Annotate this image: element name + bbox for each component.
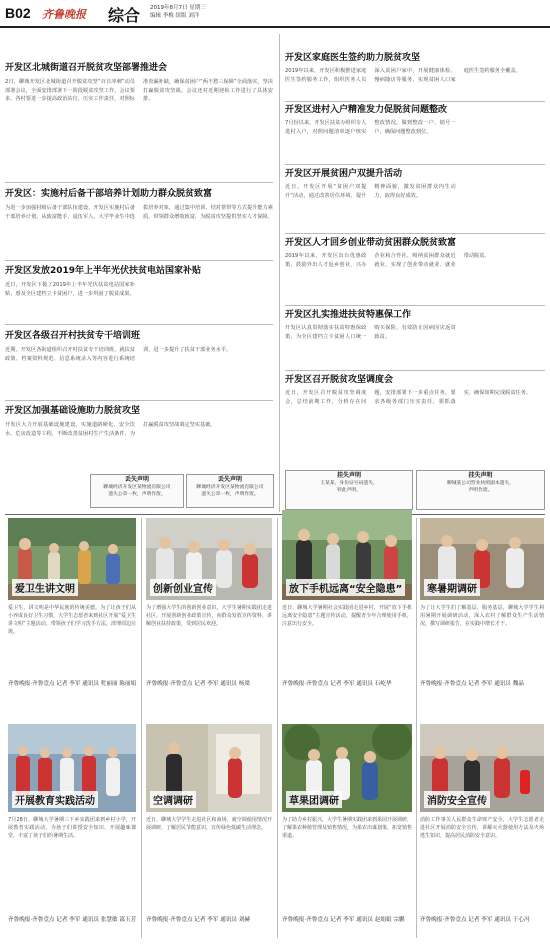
- story-byline: 齐鲁晚报·齐鲁壹点 记者 李军 通讯员 杨梁: [146, 681, 250, 687]
- newspaper-logo: 齐鲁晚报: [42, 8, 86, 21]
- notice-title: 丢失声明: [124, 476, 149, 483]
- photo-story: [420, 816, 544, 925]
- photo-caption: 爱卫生讲文明: [12, 579, 78, 596]
- photo-story: [146, 604, 272, 689]
- story-byline: 齐鲁晚报·齐鲁壹点 记者 李军 通讯员 牝丽丽 陈丽娟: [8, 681, 136, 687]
- section-title: 综合: [108, 6, 141, 25]
- headline: 开发区人才回乡创业带动贫困群众脱贫致富: [285, 238, 457, 248]
- column-divider: [416, 518, 417, 938]
- headline: 开发区家庭医生签约助力脱贫攻坚: [285, 53, 421, 63]
- column-divider: [141, 518, 142, 938]
- article-body: 为进一步加强村级后备干部队伍建设，开发区实施村后备干部培养计划，从致富能手、退伍军人、大学毕业生中选拔培养对象，通过集中培训、结对帮带等方式提升能力素质，带领群众增收致富，为脱贫攻坚提供坚实人才保障。: [5, 205, 273, 220]
- story-byline: 齐鲁晚报·齐鲁壹点 记者 李军 通讯员 张慧敏 邵玉芳: [8, 917, 136, 923]
- story-byline: 齐鲁晚报·齐鲁壹点 记者 李军 通讯员 赵娟娟 宗鹏: [282, 917, 405, 923]
- notice-line: 声明作废。: [468, 488, 493, 493]
- photo-fire-safety: [420, 724, 544, 812]
- story-byline: 齐鲁晚报·齐鲁壹点 记者 李军 通讯员 魏晶: [420, 681, 524, 687]
- divider: [285, 233, 545, 234]
- headline: 开发区：实施村后备干部培养计划助力群众脱贫致富: [5, 189, 213, 199]
- photo-story: [282, 816, 412, 925]
- photo-caption: 放下手机远离“安全隐患”: [286, 579, 405, 596]
- headline: 开发区召开脱贫攻坚调度会: [285, 375, 394, 385]
- article-body: 7月份以来，开发区扶贫办组织专人进村入户，对照问题清单逐户核实整改情况，做到整改一户、销号一户，确保问题整改到位。: [285, 120, 456, 135]
- story-byline: 齐鲁晚报·齐鲁壹点 记者 李军 通讯员 刘赫: [146, 917, 250, 923]
- notice-title: 挂失声明: [468, 472, 493, 479]
- divider: [285, 101, 545, 102]
- photo-story: [420, 604, 544, 689]
- photo-story: [8, 816, 136, 925]
- photo-summer-survey: [420, 518, 544, 600]
- article-right-5: [285, 309, 545, 364]
- notice-line: 遗失公章一枚，声明作废。: [201, 492, 259, 497]
- divider: [5, 324, 273, 325]
- classified-notice: [285, 470, 413, 510]
- divider: [285, 305, 545, 306]
- divider: [285, 164, 545, 165]
- headline: 开发区北城街道召开脱贫攻坚部署推进会: [5, 63, 168, 73]
- masthead: [0, 0, 550, 28]
- article-body: 近日，开发区召开脱贫攻坚调度会，总结前期工作，分析存在问题，安排部署下一步重点任务，要求各级各部门压实责任，狠抓落实，确保如期完成脱贫任务。: [285, 390, 532, 405]
- notice-line: 遗失公章一枚，声明作废。: [108, 492, 166, 497]
- publication-meta: [150, 4, 206, 20]
- article-right-6: [285, 374, 545, 439]
- notice-title: 挂失声明: [336, 472, 361, 479]
- notice-line: 聊城经济开发区某物流有限公司: [196, 485, 264, 490]
- headline: 开发区各级召开村扶贫专干培训班: [5, 331, 141, 341]
- article-body: 开发区大力开展基础设施建设，实施道路硬化、安全饮水、危房改造等工程，不断改善贫困村生产生活条件，为打赢脱贫攻坚战奠定坚实基础。: [5, 422, 216, 437]
- issue-date: 2019年8月7日 星期三: [150, 5, 206, 11]
- photo-caption: 消防安全宣传: [424, 791, 490, 808]
- photo-air-conditioner: [146, 724, 272, 812]
- article-left-4: [5, 330, 273, 390]
- classified-notice: [416, 470, 545, 510]
- article-body: 近日，开发区开展“贫困户双提升”活动，通过改善居住环境、提升精神面貌，激发贫困群众内生动力，取得良好成效。: [285, 184, 456, 199]
- photo-caption: 空调调研: [150, 791, 196, 808]
- story-body: 近日，聊城大学暑期社会实践团走进乡村，开展“放下手机远离安全隐患”主题宣传活动，提醒青少年合理使用手机，注意出行安全。: [282, 605, 412, 627]
- notice-line: 聊城某公司营业执照副本遗失，: [446, 481, 515, 486]
- article-right-1: [285, 52, 545, 101]
- article-left-1: [5, 62, 273, 182]
- story-body: 消防工作事关人民群众生命财产安全，大学生志愿者走进社区开展消防安全宣传，讲解灭火器使用方法及火场逃生知识，提高居民消防安全意识。: [420, 817, 544, 839]
- photo-story: [146, 816, 272, 925]
- story-byline: 齐鲁晚报·齐鲁壹点 记者 李军 通讯员 石屹华: [282, 681, 392, 687]
- article-body: 2019年以来，开发区积极推进家庭医生签约服务工作，组织医务人员深入贫困户家中，开展健康体检、慢病随访等服务，实现贫困人口家庭医生签约服务全覆盖。: [285, 68, 521, 83]
- photo-story: [282, 604, 412, 689]
- photo-education-practice: [8, 724, 136, 812]
- headline: 开发区开展贫困户双提升活动: [285, 169, 403, 179]
- photo-caption: 开展教育实践活动: [12, 791, 98, 808]
- notice-line: 王某某，身份证号码遗失，: [320, 481, 378, 486]
- divider: [5, 182, 273, 183]
- story-body: 近日，聊城大学学生走进社区和商场，就空调使用情况开展调研，了解居民节能意识，宣传绿色低碳生活理念。: [146, 817, 272, 831]
- article-right-3: [285, 168, 545, 227]
- headline: 开发区扎实推进扶贫特惠保工作: [285, 310, 412, 320]
- photo-phone-safety: [282, 510, 412, 600]
- article-left-3: [5, 265, 273, 317]
- photo-story: [8, 604, 136, 689]
- story-body: 7月28日，聊城大学暑期三下乡实践团来到乡村小学，开展教育实践活动，为孩子们讲授安全知识、开展趣味课堂，丰富了孩子们的暑期生活。: [8, 817, 136, 839]
- article-body: 近期，开发区各街道组织召开村扶贫专干培训班，就扶贫政策、档案资料规范、信息系统录入等内容进行系统培训，进一步提升了扶贫干部业务水平。: [5, 347, 232, 362]
- article-body: 近日，开发区下拨了2019年上半年光伏扶贫电站国家补贴，惠及全区建档立卡贫困户，进一步巩固了脱贫成果。: [5, 282, 135, 297]
- notice-title: 丢失声明: [217, 476, 242, 483]
- section-divider: [5, 514, 545, 515]
- headline: 开发区进村入户精准发力促脱贫问题整改: [285, 105, 448, 115]
- photo-caption: 创新创业宣传: [150, 579, 216, 596]
- story-body: 爱卫生，讲文明是中华民族的传统美德。为了让孩子们从小养成良好卫生习惯，大学生志愿者来到社区开展“爱卫生讲文明”主题活动，带领孩子们学习洗手方法，清理周边垃圾。: [8, 605, 136, 635]
- classified-notice: [90, 474, 184, 508]
- photo-caption: 草果团调研: [286, 791, 342, 808]
- divider: [5, 400, 273, 401]
- article-left-2: [5, 188, 273, 262]
- column-divider: [279, 34, 280, 512]
- article-right-4: [285, 237, 545, 300]
- photo-hygiene: [8, 518, 136, 600]
- divider: [5, 260, 273, 261]
- editor-credits: 编辑 李梅 组版 刘洋: [150, 13, 200, 19]
- headline: 开发区发放2019年上半年光伏扶贫电站国家补贴: [5, 266, 202, 276]
- story-body: 为了助力乡村振兴，大学生暑期实践团来到果园开展调研，了解果农种植管理及销售情况，为果农出谋划策，拓宽销售渠道。: [282, 817, 412, 839]
- article-body: 2日，聊城开发区北城街道召开脱贫攻坚“百日冲刺”动员部署会议，全面安排部署下一阶段脱贫攻坚工作。会议要求，各村要进一步提高政治站位，压实工作责任，对照标准查漏补缺，确保贫困户“两不愁三保障”全面落实，坚决打赢脱贫攻坚战。会议还对近期迎检工作进行了具体安排。: [5, 79, 273, 102]
- divider: [285, 370, 545, 371]
- notice-line: 特此声明。: [337, 488, 361, 493]
- notice-line: 聊城经济开发区某物流有限公司: [103, 485, 171, 490]
- article-right-2: [285, 104, 545, 159]
- classified-notice: [186, 474, 274, 508]
- page-number: B02: [5, 5, 31, 21]
- story-body: 为了增强大学生的创新创业意识，大学生暑期实践团走进社区，开展创新创业政策宣传，向群众发放宣传资料，讲解创业扶持政策，受到居民欢迎。: [146, 605, 272, 627]
- article-left-5: [5, 405, 273, 473]
- article-body: 开发区认真贯彻落实扶贫特惠保政策，为全区建档立卡贫困人口统一购买保险，有效防止因病因灾返贫致贫。: [285, 325, 456, 340]
- story-body: 为了让大学生们了解基层、服务基层，聊城大学学生利用暑期开展调研活动，深入农村了解群众生产生活情况，撰写调研报告，在实践中增长才干。: [420, 605, 544, 627]
- column-divider: [277, 518, 278, 938]
- photo-entrepreneurship: [146, 518, 272, 600]
- photo-orchard-survey: [282, 724, 412, 812]
- photo-caption: 寒暑期调研: [424, 579, 480, 596]
- headline: 开发区加强基础设施助力脱贫攻坚: [5, 406, 141, 416]
- article-body: 2019年以来，开发区出台优惠政策，鼓励外出人才返乡创业，兴办企业和合作社，吸纳贫困群众就近就业，实现了创业带动就业、就业带动脱贫。: [285, 253, 490, 268]
- story-byline: 齐鲁晚报·齐鲁壹点 记者 李军 通讯员 于心冯: [420, 917, 530, 923]
